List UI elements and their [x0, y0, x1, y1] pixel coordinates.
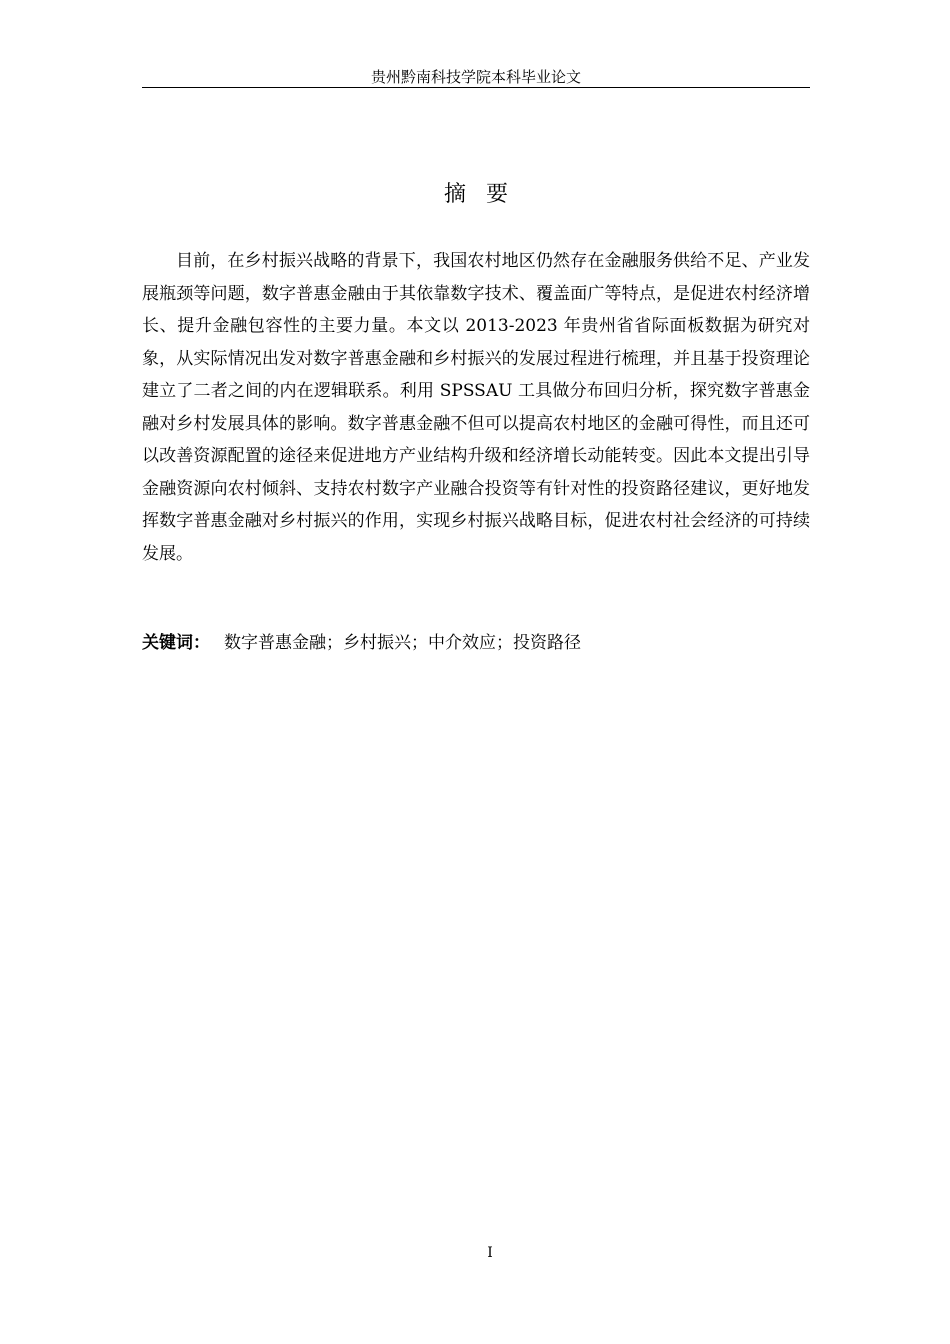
running-header: 贵州黔南科技学院本科毕业论文 [142, 68, 810, 88]
keywords-label: 关键词： [142, 633, 210, 653]
keywords-value: 数字普惠金融；乡村振兴；中介效应；投资路径 [224, 633, 581, 653]
page-number: I [487, 1245, 493, 1261]
abstract-title: 摘要 [443, 182, 528, 207]
abstract-body: 目前，在乡村振兴战略的背景下，我国农村地区仍然存在金融服务供给不足、产业发展瓶颈等问题，数字普惠金融由于其依靠数字技术、覆盖面广等特点，是促进农村经济增长、提升金融包容性的主要力量。本文以 2013-2023 年贵州省省际面板数据为研究对象，从实际情况出发对数字普惠金融和乡村振兴的发展过程进行梳理，并且基于投资理论建立了二者之间的内在逻辑联系。利用 SPSSAU 工具做分布回归分析，探究数字普惠金融对乡村发展具体的影响。数字普惠金融不但可以提高农村地区的金融可得性，而且还可以改善资源配置的途径来促进地方产业结构升级和经济增长动能转变。因此本文提出引导金融资源向农村倾斜、支持农村数字产业融合投资等有针对性的投资路径建议，更好地发挥数字普惠金融对乡村振兴的作用，实现乡村振兴战略目标，促进农村社会经济的可持续发展。 [142, 251, 810, 564]
keywords-line [142, 628, 810, 658]
